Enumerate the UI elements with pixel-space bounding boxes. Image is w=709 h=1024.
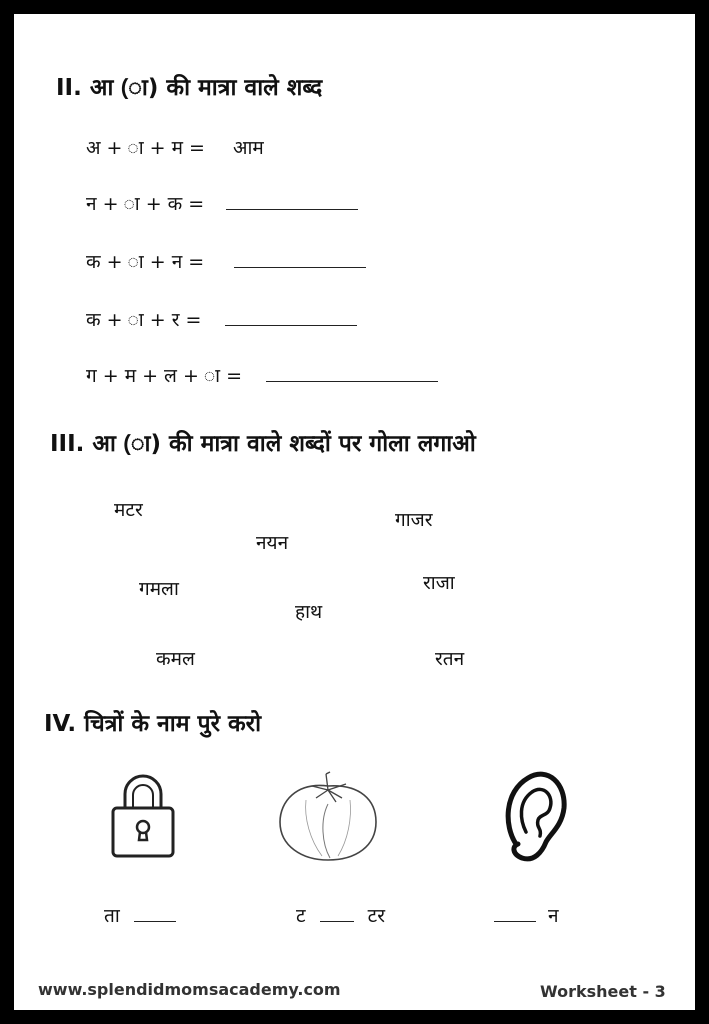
- word-gamla[interactable]: गमला: [139, 578, 179, 600]
- equation-expr: ग + म + ल + ा =: [86, 365, 243, 387]
- picture-answer-ear: [494, 902, 559, 928]
- picture-answer-lock: [104, 902, 176, 928]
- word-kamal[interactable]: कमल: [156, 648, 195, 670]
- equation-row-3: [86, 248, 366, 274]
- answer-blank[interactable]: [320, 920, 354, 922]
- answer-blank[interactable]: [225, 324, 357, 326]
- word-gajar[interactable]: गाजर: [395, 509, 433, 531]
- section3-heading: III. आ (ा) की मात्रा वाले शब्दों पर गोला लगाओ: [50, 431, 476, 457]
- equation-row-5: [86, 362, 438, 388]
- word-raja[interactable]: राजा: [423, 572, 455, 594]
- word-ratan[interactable]: रतन: [435, 648, 465, 670]
- equation-expr: क + ा + न =: [86, 251, 205, 273]
- equation-expr: अ + ा + म =: [86, 137, 205, 159]
- answer-blank[interactable]: [266, 380, 438, 382]
- lock-icon: [108, 770, 178, 860]
- word-haath[interactable]: हाथ: [295, 601, 323, 623]
- equation-answer: आम: [233, 137, 264, 159]
- answer-blank[interactable]: [134, 920, 176, 922]
- answer-suffix: टर: [367, 905, 386, 927]
- answer-suffix: न: [548, 905, 559, 927]
- equation-row-1: [86, 134, 264, 160]
- footer-website[interactable]: www.splendidmomsacademy.com: [38, 980, 341, 999]
- equation-row-2: [86, 190, 358, 216]
- answer-blank[interactable]: [226, 208, 358, 210]
- section2-heading: II. आ (ा) की मात्रा वाले शब्द: [56, 75, 323, 101]
- answer-blank[interactable]: [494, 920, 536, 922]
- answer-blank[interactable]: [234, 266, 366, 268]
- section4-heading: IV. चित्रों के नाम पुरे करो: [44, 711, 262, 737]
- ear-icon: [498, 766, 568, 866]
- worksheet-page: [14, 14, 695, 1010]
- word-nayan[interactable]: नयन: [256, 532, 289, 554]
- equation-row-4: [86, 306, 357, 332]
- answer-prefix: ता: [104, 905, 120, 927]
- equation-expr: न + ा + क =: [86, 193, 205, 215]
- word-matar[interactable]: मटर: [114, 499, 143, 521]
- equation-expr: क + ा + र =: [86, 309, 202, 331]
- tomato-icon: [276, 770, 380, 862]
- picture-answer-tomato: [296, 902, 385, 928]
- footer-worksheet-label: Worksheet - 3: [540, 982, 666, 1001]
- answer-prefix: ट: [296, 905, 306, 927]
